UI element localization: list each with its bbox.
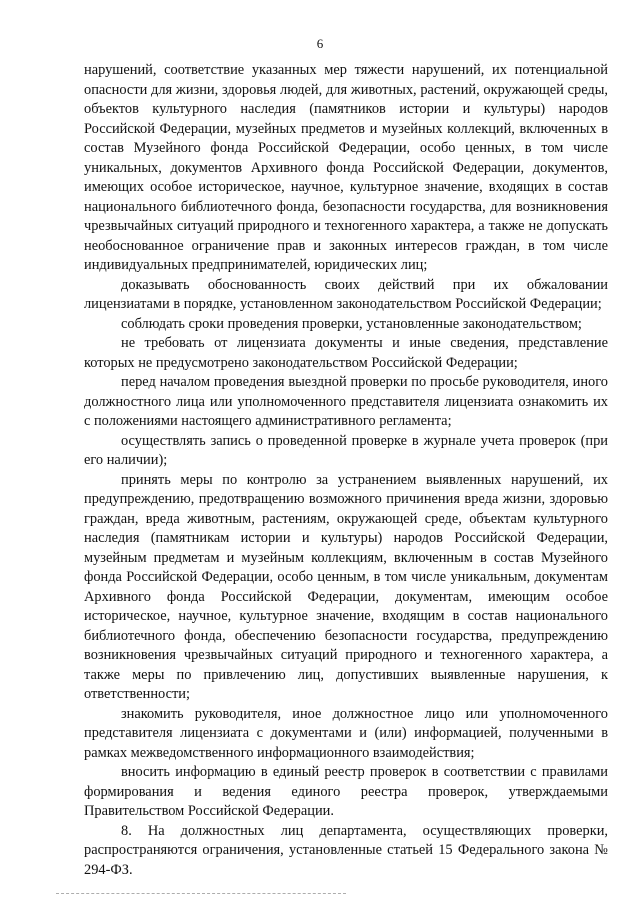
paragraph-familiarize-documents: знакомить руководителя, иное должностное лицо или уполномоченного представителя лицензиата с документами и (или) информацией, полученными в рамках межведомственного информационного взаимодействия;: [84, 705, 608, 761]
paragraph-familiarize-regulation: перед началом проведения выездной проверки по просьбе руководителя, иного должностного лица или уполномоченного представителя лицензиата ознакомить их с положениями настоящего административного регламента;: [84, 374, 608, 429]
paragraph-take-measures: принять меры по контролю за устранением выявленных нарушений, их предупреждению, предотвращению возможного причинения вреда жизни, здоровью граждан, вреда животным, растениям, окружающей среде, объектам культурного наследия (памятникам истории и культуры) народов Российской Федерации, музейным предметам и музейным коллекциям, включенным в состав Музейного фонда Российской Федерации, особо ценным, в том числе уникальным, документам Архивного фонда Российской Федерации, документам, имеющим особое историческое, научное, культурное значение, входящим в состав национального библиотечного фонда, обеспечению безопасности государства, предупреждению возникновения чрезвычайных ситуаций природного и техногенного характера, а также меры по привлечению лиц, допустивших выявленные нарушения, к ответственности;: [84, 471, 608, 702]
document-body: [84, 61, 608, 880]
paragraph-item-8-restrictions: 8. На должностных лиц департамента, осуществляющих проверки, распространяются ограничения, установленные статьей 15 Федерального закона № 294-ФЗ.: [84, 822, 608, 878]
page-number: 6: [316, 36, 324, 51]
paragraph-no-extra-documents: не требовать от лицензиата документы и иные сведения, представление которых не предусмотрено законодательством Российской Федерации;: [84, 335, 608, 371]
paragraph-violations-continuation: нарушений, соответствие указанных мер тяжести нарушений, их потенциальной опасности для жизни, здоровья людей, для животных, растений, окружающей среды, объектов культурного наследия (памятников истории и культуры) народов Российской Федерации, музейных предметов и музейных коллекций, включенных в состав Музейного фонда Российской Федерации, особо ценных, в том числе уникальных, документов Архивного фонда Российской Федерации, документов, имеющих особое историческое, научное, культурное значение, входящих в состав национального библиотечного фонда, безопасности государства, для возникновения чрезвычайных ситуаций природного и техногенного характера, а также не допускать необоснованное ограничение прав и законных интересов граждан, в том числе индивидуальных предпринимателей, юридических лиц;: [84, 62, 608, 273]
paragraph-register-information: вносить информацию в единый реестр проверок в соответствии с правилами формирования и ведения единого реестра проверок, утверждаемыми Правительством Российской Федерации.: [84, 764, 608, 819]
footer-divider: [56, 893, 346, 894]
paragraph-observe-deadlines: соблюдать сроки проведения проверки, установленные законодательством;: [121, 315, 582, 332]
paragraph-record-in-journal: осуществлять запись о проведенной проверке в журнале учета проверок (при его наличии);: [84, 432, 608, 468]
paragraph-justify-actions: доказывать обоснованность своих действий при их обжаловании лицензиатами в порядке, установленном законодательством Российской Федерации;: [84, 276, 608, 312]
